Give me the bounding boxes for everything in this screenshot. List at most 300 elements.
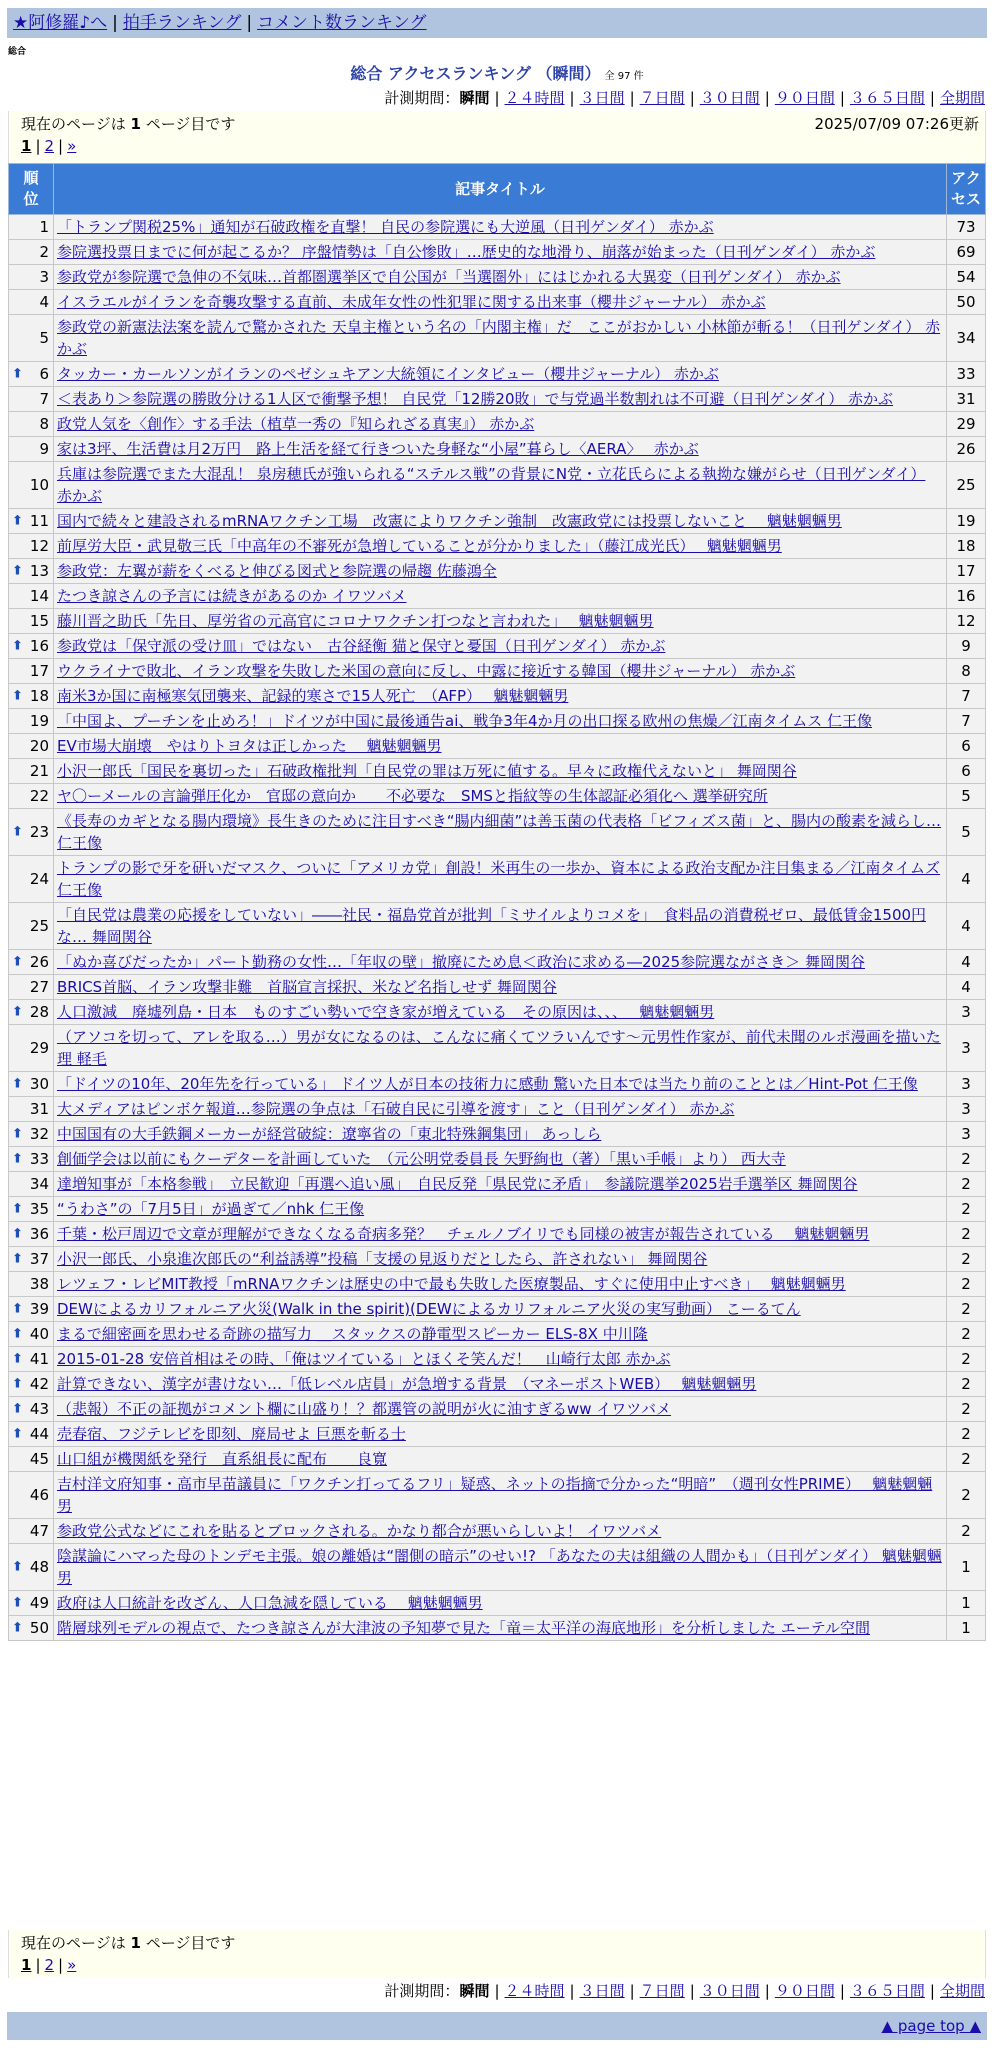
title-cell <box>54 784 947 809</box>
article-title-link[interactable]: 前厚労大臣・武見敬三氏「中高年の不審死が急増していることが分かりました」（藤江成光氏） 魑魅魍魎男 <box>57 537 782 555</box>
title-cell <box>54 1519 947 1544</box>
access-count: 1 <box>947 1544 986 1591</box>
table-row <box>9 1072 986 1097</box>
rank-up-arrow-icon: ⬆ <box>12 513 23 529</box>
rank-up-arrow-icon: ⬆ <box>12 1201 23 1217</box>
pager-separator: | <box>58 1956 64 1974</box>
table-row <box>9 975 986 1000</box>
rank-number: 12 <box>29 537 49 555</box>
rank-number: 18 <box>29 687 49 705</box>
table-row <box>9 809 986 856</box>
title-cell <box>54 684 947 709</box>
title-cell <box>54 584 947 609</box>
article-title-link[interactable]: 《長寿のカギとなる腸内環境》長生きのために注目すべき“腸内細菌”は善玉菌の代表格「ビフィズス菌」と、腸内の酸素を減らし… 仁王像 <box>57 812 942 852</box>
period-link-6[interactable]: 全期間 <box>939 89 985 107</box>
period-link-3[interactable]: ３０日間 <box>699 89 760 107</box>
table-row <box>9 240 986 265</box>
title-cell <box>54 759 947 784</box>
access-count: 12 <box>947 609 986 634</box>
rank-cell <box>9 950 54 975</box>
access-count: 33 <box>947 362 986 387</box>
period-label: 計測期間： <box>384 1982 460 2000</box>
rank-number: 35 <box>29 1200 49 1218</box>
title-cell <box>54 534 947 559</box>
table-row <box>9 1322 986 1347</box>
pager-separator: | <box>58 137 64 155</box>
page-status: 現在のページは 1 ページ目です <box>21 115 236 133</box>
rank-number: 15 <box>29 612 49 630</box>
ranking-title <box>0 61 994 84</box>
article-title-link[interactable]: 家は3坪、生活費は月2万円 路上生活を経て行きついた身軽な“小屋”暮らし〈AERA〉 赤かぶ <box>57 440 699 458</box>
rank-number: 25 <box>29 917 49 935</box>
rank-cell <box>9 1000 54 1025</box>
rank-number: 22 <box>29 787 49 805</box>
article-title-link[interactable]: 参政党が参院選で急伸の不気味…首都圏選挙区で自公国が「当選圏外」にはじかれる大異変（日刊ゲンダイ） 赤かぶ <box>57 268 841 286</box>
rank-number: 2 <box>39 243 49 261</box>
rank-cell <box>9 559 54 584</box>
title-cell <box>54 1147 947 1172</box>
article-title-link[interactable]: 南米3か国に南極寒気団襲来、記録的寒さで15人死亡 （AFP） 魑魅魍魎男 <box>57 687 569 705</box>
rank-cell <box>9 1397 54 1422</box>
article-title-link[interactable]: 2015-01-28 安倍首相はその時、「俺はツイている」とほくそ笑んだ！ 山崎行太郎 赤かぶ <box>57 1350 671 1368</box>
article-title-link[interactable]: DEWによるカリフォルニア火災(Walk in the spirit)(DEWによるカリフォルニア火災の実写動画） こーるてん <box>57 1300 801 1318</box>
access-count: 5 <box>947 809 986 856</box>
period-link-2[interactable]: ７日間 <box>639 1982 685 2000</box>
title-cell <box>54 734 947 759</box>
current-page-number: 1 <box>130 115 141 133</box>
period-separator: | <box>764 1982 770 2000</box>
article-title-link[interactable]: レツェフ・レビMIT教授「mRNAワクチンは歴史の中で最も失敗した医療製品、すぐに使用中止すべき」 魑魅魍魎男 <box>57 1275 846 1293</box>
table-row <box>9 412 986 437</box>
rank-cell <box>9 584 54 609</box>
title-cell <box>54 1000 947 1025</box>
rank-cell <box>9 609 54 634</box>
rank-cell <box>9 412 54 437</box>
period-link-2[interactable]: ７日間 <box>639 89 685 107</box>
title-cell <box>54 265 947 290</box>
rank-cell <box>9 1172 54 1197</box>
rank-up-arrow-icon: ⬆ <box>12 1226 23 1242</box>
period-link-4[interactable]: ９０日間 <box>774 89 835 107</box>
title-cell <box>54 215 947 240</box>
rank-up-arrow-icon: ⬆ <box>12 824 23 840</box>
access-count: 7 <box>947 684 986 709</box>
period-link-4[interactable]: ９０日間 <box>774 1982 835 2000</box>
rank-cell <box>9 1025 54 1072</box>
rank-up-arrow-icon: ⬆ <box>12 563 23 579</box>
rank-cell <box>9 1616 54 1641</box>
access-count: 1 <box>947 1591 986 1616</box>
article-title-link[interactable]: 参政党公式などにこれを貼るとブロックされる。かなり都合が悪いらしいよ！ イワツバメ <box>57 1522 662 1540</box>
access-count: 2 <box>947 1447 986 1472</box>
rank-number: 6 <box>39 365 49 383</box>
article-title-link[interactable]: 「トランプ関税25%」通知が石破政権を直撃！ 自民の参院選にも大逆風（日刊ゲンダイ） 赤かぶ <box>57 218 714 236</box>
access-count: 2 <box>947 1519 986 1544</box>
table-row <box>9 1372 986 1397</box>
rank-up-arrow-icon: ⬆ <box>12 1251 23 1267</box>
title-cell <box>54 975 947 1000</box>
access-count: 34 <box>947 315 986 362</box>
rank-number: 29 <box>29 1039 49 1057</box>
article-title-link[interactable]: 「ドイツの10年、20年先を行っている」 ドイツ人が日本の技術力に感動 驚いた日本では当たり前のこととは／Hint-Pot 仁王像 <box>57 1075 918 1093</box>
rank-number: 24 <box>29 870 49 888</box>
article-title-link[interactable]: 参政党：左翼が薪をくべると伸びる図式と参院選の帰趨 佐藤鴻全 <box>57 562 497 580</box>
article-title-link[interactable]: 兵庫は参院選でまた大混乱！ 泉房穂氏が強いられる“ステルス戦”の背景にN党・立花氏らによる執拗な嫌がらせ（日刊ゲンダイ） 赤かぶ <box>57 465 926 505</box>
article-title-link[interactable]: 大メディアはピンボケ報道…参院選の争点は「石破自民に引導を渡す」こと（日刊ゲンダイ） 赤かぶ <box>57 1100 735 1118</box>
pager-current: 1 <box>21 137 32 155</box>
period-separator: | <box>494 1982 500 2000</box>
home-link[interactable]: ★阿修羅♪へ <box>13 13 108 33</box>
rank-up-arrow-icon: ⬆ <box>12 1126 23 1142</box>
article-title-link[interactable]: トランプの影で牙を研いだマスク、ついに「アメリカ党」創設！米再生の一歩か、資本による政治支配か注目集まる／江南タイムズ 仁王像 <box>57 859 941 899</box>
rank-number: 4 <box>39 293 49 311</box>
rank-cell <box>9 1422 54 1447</box>
table-row <box>9 634 986 659</box>
table-header-row <box>9 164 986 215</box>
pager-next[interactable]: » <box>67 137 77 155</box>
rank-number: 9 <box>39 440 49 458</box>
rank-number: 23 <box>29 823 49 841</box>
rank-up-arrow-icon: ⬆ <box>12 1559 23 1575</box>
rank-cell <box>9 362 54 387</box>
applause-ranking-link[interactable]: 拍手ランキング <box>122 13 242 33</box>
access-count: 3 <box>947 1072 986 1097</box>
rank-cell <box>9 634 54 659</box>
rank-cell <box>9 315 54 362</box>
article-title-link[interactable]: （悲報）不正の証拠がコメント欄に山盛り！？都選管の説明が火に油すぎるww イワツバメ <box>57 1400 672 1418</box>
current-page-number: 1 <box>130 1934 141 1952</box>
table-row <box>9 1247 986 1272</box>
title-cell <box>54 315 947 362</box>
rank-up-arrow-icon: ⬆ <box>12 1620 23 1636</box>
rank-number: 5 <box>39 329 49 347</box>
access-count: 2 <box>947 1472 986 1519</box>
article-title-link[interactable]: 山口組が機関紙を発行 直系組長に配布 良寛 <box>57 1450 388 1468</box>
title-cell <box>54 856 947 903</box>
table-row <box>9 1347 986 1372</box>
access-count: 19 <box>947 509 986 534</box>
access-count: 31 <box>947 387 986 412</box>
table-row <box>9 215 986 240</box>
rank-up-arrow-icon: ⬆ <box>12 366 23 382</box>
access-count: 7 <box>947 709 986 734</box>
period-label: 計測期間： <box>384 89 460 107</box>
access-count: 6 <box>947 759 986 784</box>
title-cell <box>54 240 947 265</box>
ranking-table <box>8 163 986 1641</box>
table-row <box>9 1097 986 1122</box>
rank-number: 31 <box>29 1100 49 1118</box>
access-count: 8 <box>947 659 986 684</box>
article-title-link[interactable]: 達増知事が「本格参戦」 立民歓迎「再選へ追い風」 自民反発「県民党に矛盾」 参議院選挙2025岩手選挙区 舞岡関谷 <box>57 1175 858 1193</box>
article-title-link[interactable]: まるで細密画を思わせる奇跡の描写力 ＿スタックスの静電型スピーカー ELS-8X 中川隆 <box>57 1325 648 1343</box>
table-row <box>9 903 986 950</box>
period-link-1[interactable]: ３日間 <box>579 89 625 107</box>
access-count: 50 <box>947 290 986 315</box>
article-title-link[interactable]: BRICS首脳、イラン攻撃非難 首脳宣言採択、米など名指しせず 舞岡関谷 <box>57 978 557 996</box>
table-row <box>9 1025 986 1072</box>
table-row <box>9 1147 986 1172</box>
article-title-link[interactable]: 千葉・松戸周辺で文章が理解ができなくなる奇病多発？ チェルノブイリでも同様の被害が報告されている 魑魅魍魎男 <box>57 1225 870 1243</box>
title-cell <box>54 1297 947 1322</box>
table-row <box>9 1447 986 1472</box>
rank-cell <box>9 437 54 462</box>
article-title-link[interactable]: 参政党は「保守派の受け皿」ではない 古谷経衡 猫と保守と憂国（日刊ゲンダイ） 赤かぶ <box>57 637 666 655</box>
rank-number: 7 <box>39 390 49 408</box>
access-count: 69 <box>947 240 986 265</box>
rank-number: 3 <box>39 268 49 286</box>
rank-number: 1 <box>39 218 49 236</box>
period-separator: | <box>929 1982 935 2000</box>
rank-number: 44 <box>29 1425 49 1443</box>
article-title-link[interactable]: 人口激減 廃墟列島・日本 ものすごい勢いで空き家が増えている その原因は、、、 魑魅魍魎男 <box>57 1003 715 1021</box>
period-link-0[interactable]: ２４時間 <box>504 1982 565 2000</box>
article-title-link[interactable]: 創価学会は以前にもクーデターを計画していた （元公明党委員長 矢野絢也（著）「黒い手帳」より） 西大寺 <box>57 1150 786 1168</box>
title-cell <box>54 709 947 734</box>
title-cell <box>54 462 947 509</box>
access-count: 2 <box>947 1297 986 1322</box>
pager-page-2[interactable]: 2 <box>44 137 55 155</box>
article-title-link[interactable]: EV市場大崩壊 やはりトヨタは正しかった 魑魅魍魎男 <box>57 737 442 755</box>
rank-number: 37 <box>29 1250 49 1268</box>
title-cell <box>54 1247 947 1272</box>
period-selector-top <box>384 87 985 108</box>
rank-cell <box>9 240 54 265</box>
pager-separator: | <box>35 137 41 155</box>
title-cell <box>54 362 947 387</box>
rank-number: 40 <box>29 1325 49 1343</box>
rank-cell <box>9 903 54 950</box>
page-info-bottom <box>8 1930 986 1978</box>
ranking-count: 全 97 件 <box>604 71 644 82</box>
article-title-link[interactable]: ＜表あり＞参院選の勝敗分ける1人区で衝撃予想！ 自民党「12勝20敗」で与党過半数割れは不可避（日刊ゲンダイ） 赤かぶ <box>57 390 894 408</box>
title-cell <box>54 1122 947 1147</box>
rank-cell <box>9 1372 54 1397</box>
access-count: 2 <box>947 1272 986 1297</box>
table-row <box>9 1519 986 1544</box>
bottom-bar <box>7 2012 987 2040</box>
table-row <box>9 1544 986 1591</box>
title-cell <box>54 1072 947 1097</box>
table-row <box>9 709 986 734</box>
period-separator: | <box>494 89 500 107</box>
access-count: 17 <box>947 559 986 584</box>
rank-number: 36 <box>29 1225 49 1243</box>
pager-current: 1 <box>21 1956 32 1974</box>
table-row <box>9 1197 986 1222</box>
period-separator: | <box>569 1982 575 2000</box>
table-row <box>9 1172 986 1197</box>
pager-next[interactable]: » <box>67 1956 77 1974</box>
rank-number: 39 <box>29 1300 49 1318</box>
article-title-link[interactable]: 「ぬか喜びだったか」パート勤務の女性…「年収の壁」撤廃にため息＜政治に求める―2025参院選ながさき＞ 舞岡関谷 <box>57 953 865 971</box>
rank-cell <box>9 1322 54 1347</box>
article-title-link[interactable]: 階層球列モデルの視点で、たつき諒さんが大津波の予知夢で見た「竜＝太平洋の海底地形」を分析しました エーテル空間 <box>57 1619 870 1637</box>
period-separator: | <box>569 89 575 107</box>
rank-number: 8 <box>39 415 49 433</box>
access-count: 73 <box>947 215 986 240</box>
period-link-5[interactable]: ３６５日間 <box>849 89 925 107</box>
title-cell <box>54 412 947 437</box>
article-title-link[interactable]: 陰謀論にハマった母のトンデモ主張。娘の離婚は“闇側の暗示”のせい!? 「あなたの夫は組織の人間かも」（日刊ゲンダイ） 魑魅魍魎男 <box>57 1547 942 1587</box>
article-title-link[interactable]: 計算できない、漢字が書けない…「低レベル店員」が急増する背景 （マネーポストWEB） 魑魅魍魎男 <box>57 1375 757 1393</box>
article-title-link[interactable]: 国内で続々と建設されるmRNAワクチン工場 改憲によりワクチン強制 改憲政党には投票しないこと 魑魅魍魎男 <box>57 512 842 530</box>
article-title-link[interactable]: 「自民党は農業の応援をしていない」――社民・福島党首が批判「ミサイルよりコメを」 食料品の消費税ゼロ、最低賃金1500円な… 舞岡関谷 <box>57 906 927 946</box>
access-count: 16 <box>947 584 986 609</box>
article-title-link[interactable]: “うわさ”の「7月5日」が過ぎて／nhk 仁王像 <box>57 1200 365 1218</box>
article-title-link[interactable]: 吉村洋文府知事・高市早苗議員に「ワクチン打ってるフリ」疑惑、ネットの指摘で分かった“明暗” （週刊女性PRIME） 魑魅魍魎男 <box>57 1475 933 1515</box>
rank-number: 30 <box>29 1075 49 1093</box>
rank-up-arrow-icon: ⬆ <box>12 1401 23 1417</box>
title-cell <box>54 1347 947 1372</box>
period-separator: | <box>689 89 695 107</box>
rank-up-arrow-icon: ⬆ <box>12 954 23 970</box>
period-link-5[interactable]: ３６５日間 <box>849 1982 925 2000</box>
article-title-link[interactable]: 政党人気を〈創作〉する手法（植草一秀の『知られざる真実』） 赤かぶ <box>57 415 535 433</box>
access-count: 2 <box>947 1197 986 1222</box>
article-title-link[interactable]: イスラエルがイランを奇襲攻撃する直前、未成年女性の性犯罪に関する出来事（櫻井ジャーナル） 赤かぶ <box>57 293 766 311</box>
rank-cell <box>9 684 54 709</box>
page-top-link[interactable]: ▲ page top ▲ <box>881 2017 981 2035</box>
rank-number: 45 <box>29 1450 49 1468</box>
article-title-link[interactable]: たつき諒さんの予言には続きがあるのか イワツバメ <box>57 587 407 605</box>
rank-up-arrow-icon: ⬆ <box>12 1076 23 1092</box>
table-row <box>9 684 986 709</box>
access-count: 4 <box>947 856 986 903</box>
article-title-link[interactable]: 藤川晋之助氏「先日、厚労省の元高官にコロナワクチン打つなと言われた」 魑魅魍魎男 <box>57 612 654 630</box>
article-title-link[interactable]: タッカー・カールソンがイランのペゼシュキアン大統領にインタビュー（櫻井ジャーナル） 赤かぶ <box>57 365 719 383</box>
article-title-link[interactable]: 小沢一郎氏、小泉進次郎氏の“利益誘導”投稿「支援の見返りだとしたら、許されない」 舞岡関谷 <box>57 1250 708 1268</box>
rank-up-arrow-icon: ⬆ <box>12 1301 23 1317</box>
title-cell <box>54 1097 947 1122</box>
rank-number: 26 <box>29 953 49 971</box>
nav-separator: | <box>246 13 253 33</box>
article-title-link[interactable]: 参政党の新憲法法案を読んで驚かされた 天皇主権という名の「内閣主権」だ ここがおかしい 小林節が斬る！（日刊ゲンダイ） 赤かぶ <box>57 318 941 358</box>
rank-cell <box>9 1272 54 1297</box>
rank-number: 17 <box>29 662 49 680</box>
table-row <box>9 362 986 387</box>
rank-cell <box>9 784 54 809</box>
updated-timestamp: 2025/07/09 07:26更新 <box>814 115 979 133</box>
table-row <box>9 265 986 290</box>
period-separator: | <box>929 89 935 107</box>
title-cell <box>54 1472 947 1519</box>
access-count: 54 <box>947 265 986 290</box>
period-link-0[interactable]: ２４時間 <box>504 89 565 107</box>
access-count: 29 <box>947 412 986 437</box>
table-row <box>9 759 986 784</box>
comment-ranking-link[interactable]: コメント数ランキング <box>257 13 427 33</box>
rank-number: 38 <box>29 1275 49 1293</box>
access-count: 2 <box>947 1397 986 1422</box>
period-current: 瞬間 <box>459 1982 490 2000</box>
rank-cell <box>9 1122 54 1147</box>
pager-top <box>21 135 973 157</box>
page-status: 現在のページは 1 ページ目です <box>21 1934 236 1952</box>
period-link-6[interactable]: 全期間 <box>939 1982 985 2000</box>
article-title-link[interactable]: 「中国よ、プーチンを止めろ！」ドイツが中国に最後通告ai、戦争3年4か月の出口探る欧州の焦燥／江南タイムス 仁王像 <box>57 712 872 730</box>
rank-cell <box>9 809 54 856</box>
title-cell <box>54 903 947 950</box>
rank-cell <box>9 1072 54 1097</box>
rank-cell <box>9 1147 54 1172</box>
title-cell <box>54 1544 947 1591</box>
rank-cell <box>9 659 54 684</box>
rank-number: 16 <box>29 637 49 655</box>
period-current: 瞬間 <box>459 89 490 107</box>
rank-up-arrow-icon: ⬆ <box>12 1326 23 1342</box>
rank-number: 49 <box>29 1594 49 1612</box>
article-title-link[interactable]: 中国国有の大手鉄鋼メーカーが経営破綻：遼寧省の「東北特殊鋼集団」 あっしら <box>57 1125 602 1143</box>
page-info-top <box>8 111 986 163</box>
title-cell <box>54 387 947 412</box>
top-nav-bar <box>7 8 987 38</box>
table-row <box>9 437 986 462</box>
table-row <box>9 1222 986 1247</box>
column-header-count: アクセス <box>947 164 986 215</box>
rank-cell <box>9 759 54 784</box>
pager-page-2[interactable]: 2 <box>44 1956 55 1974</box>
rank-cell <box>9 509 54 534</box>
rank-cell <box>9 1222 54 1247</box>
access-count: 2 <box>947 1347 986 1372</box>
table-row <box>9 1422 986 1447</box>
title-cell <box>54 1372 947 1397</box>
rank-cell <box>9 387 54 412</box>
rank-number: 50 <box>29 1619 49 1637</box>
title-cell <box>54 1025 947 1072</box>
article-title-link[interactable]: 売春宿、フジテレビを即刻、廃局せよ 巨悪を斬る士 <box>57 1425 406 1443</box>
article-title-link[interactable]: 政府は人口統計を改ざん、人口急減を隠している 魑魅魍魎男 <box>57 1594 483 1612</box>
title-cell <box>54 1616 947 1641</box>
access-count: 4 <box>947 903 986 950</box>
rank-cell <box>9 856 54 903</box>
rank-cell <box>9 534 54 559</box>
rank-up-arrow-icon: ⬆ <box>12 688 23 704</box>
access-count: 26 <box>947 437 986 462</box>
period-link-3[interactable]: ３０日間 <box>699 1982 760 2000</box>
article-title-link[interactable]: ウクライナで敗北、イラン攻撃を失敗した米国の意向に反し、中露に接近する韓国（櫻井ジャーナル） 赤かぶ <box>57 662 796 680</box>
rank-up-arrow-icon: ⬆ <box>12 1426 23 1442</box>
title-cell <box>54 1272 947 1297</box>
rank-up-arrow-icon: ⬆ <box>12 1151 23 1167</box>
rank-cell <box>9 1519 54 1544</box>
rank-number: 21 <box>29 762 49 780</box>
rank-up-arrow-icon: ⬆ <box>12 1595 23 1611</box>
table-row <box>9 609 986 634</box>
article-title-link[interactable]: 参院選投票日までに何が起こるか？ 序盤情勢は「自公惨敗」…歴史的な地滑り、崩落が始まった（日刊ゲンダイ） 赤かぶ <box>57 243 876 261</box>
rank-cell <box>9 1544 54 1591</box>
table-row <box>9 1472 986 1519</box>
access-count: 25 <box>947 462 986 509</box>
article-title-link[interactable]: ヤ〇ーメールの言論弾圧化か 官邸の意向か 不必要な SMSと指紋等の生体認証必須化へ 選挙研究所 <box>57 787 768 805</box>
access-count: 2 <box>947 1147 986 1172</box>
access-count: 6 <box>947 734 986 759</box>
article-title-link[interactable]: 小沢一郎氏「国民を裏切った」石破政権批判「自民党の罪は万死に値する。早々に政権代えないと」 舞岡関谷 <box>57 762 797 780</box>
article-title-link[interactable]: （アソコを切って、アレを取る…）男が女になるのは、こんなに痛くてツラいんです〜元男性作家が、前代未聞のルポ漫画を描いた理 軽毛 <box>57 1028 941 1068</box>
access-count: 2 <box>947 1222 986 1247</box>
pager-separator: | <box>35 1956 41 1974</box>
period-separator: | <box>629 1982 635 2000</box>
access-count: 2 <box>947 1422 986 1447</box>
period-link-1[interactable]: ３日間 <box>579 1982 625 2000</box>
title-cell <box>54 437 947 462</box>
rank-number: 11 <box>29 512 49 530</box>
period-separator: | <box>689 1982 695 2000</box>
rank-number: 34 <box>29 1175 49 1193</box>
title-cell <box>54 659 947 684</box>
rank-number: 43 <box>29 1400 49 1418</box>
